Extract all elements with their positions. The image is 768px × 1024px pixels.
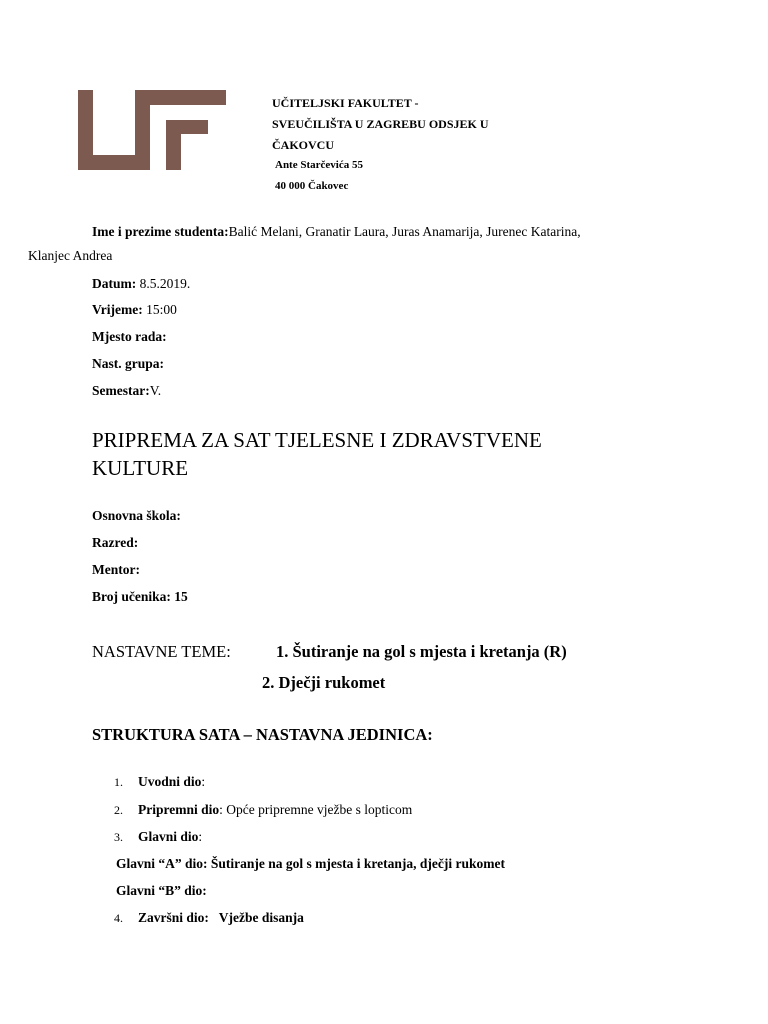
vrijeme-value: 15:00 xyxy=(142,302,177,317)
datum-label: Datum: xyxy=(92,276,137,291)
mentor-field xyxy=(92,562,140,578)
list-number: 3. xyxy=(114,830,123,844)
mjesto-label: Mjesto rada: xyxy=(92,329,167,344)
datum-value: 8.5.2019. xyxy=(136,276,191,291)
semestar-value: V. xyxy=(149,383,162,398)
student-value-1: Balić Melani, Granatir Laura, Juras Anamarija, Jurenec Katarina, xyxy=(228,224,581,239)
header-line-3: ČAKOVCU xyxy=(272,138,334,152)
student-line xyxy=(92,224,581,240)
glavni-b: Glavni “B” dio: xyxy=(116,883,207,898)
header-line-1: UČITELJSKI FAKULTET - xyxy=(272,96,419,110)
struktura-heading: STRUKTURA SATA – NASTAVNA JEDINICA: xyxy=(92,725,433,744)
razred-field xyxy=(92,535,138,551)
datum-field xyxy=(92,276,190,292)
ucenici-value: 15 xyxy=(170,589,188,604)
list-rest: : Opće pripremne vježbe s lopticom xyxy=(219,802,413,817)
razred-label: Razred: xyxy=(92,535,139,550)
glavni-a: Glavni “A” dio: Šutiranje na gol s mjesta i kretanja, dječji rukomet xyxy=(116,856,505,871)
title-line-1: PRIPREMA ZA SAT TJELESNE I ZDRAVSTVENE xyxy=(92,428,542,452)
vrijeme-label: Vrijeme: xyxy=(92,302,143,317)
header-address-1: Ante Starčevića 55 xyxy=(275,159,363,171)
teme-label: NASTAVNE TEME: xyxy=(92,642,231,661)
grupa-label: Nast. grupa: xyxy=(92,356,165,371)
list-item xyxy=(114,802,412,818)
faculty-logo xyxy=(78,90,226,170)
list-rest: : xyxy=(201,774,206,789)
mjesto-field xyxy=(92,329,167,345)
semestar-field xyxy=(92,383,161,399)
list-item xyxy=(114,829,202,845)
mentor-label: Mentor: xyxy=(92,562,140,577)
list-number: 2. xyxy=(114,803,123,817)
ucenici-label: Broj učenika: xyxy=(92,589,171,604)
title-line-2: KULTURE xyxy=(92,456,189,480)
list-item xyxy=(114,910,304,926)
student-label: Ime i prezime studenta: xyxy=(92,224,229,239)
page-title xyxy=(92,426,712,482)
teme-item-2: 2. Dječji rukomet xyxy=(262,673,386,692)
list-number: 1. xyxy=(114,775,123,789)
list-label: Uvodni dio xyxy=(138,774,202,789)
list-label: Završni dio: xyxy=(138,910,209,925)
list-item xyxy=(114,774,205,790)
list-rest: Vježbe disanja xyxy=(208,910,304,925)
teme-item-1: 1. Šutiranje na gol s mjesta i kretanja (R) xyxy=(276,642,567,661)
ucenici-field xyxy=(92,589,188,605)
header-line-2: SVEUČILIŠTA U ZAGREBU ODSJEK U xyxy=(272,117,489,131)
student-value-2: Klanjec Andrea xyxy=(28,248,113,263)
list-label: Pripremni dio xyxy=(138,802,220,817)
semestar-label: Semestar: xyxy=(92,383,150,398)
skola-label: Osnovna škola: xyxy=(92,508,181,523)
list-number: 4. xyxy=(114,911,123,925)
grupa-field xyxy=(92,356,164,372)
skola-field xyxy=(92,508,181,524)
list-rest: : xyxy=(198,829,203,844)
header-address-2: 40 000 Čakovec xyxy=(275,180,349,192)
list-label: Glavni dio xyxy=(138,829,199,844)
vrijeme-field xyxy=(92,302,177,318)
